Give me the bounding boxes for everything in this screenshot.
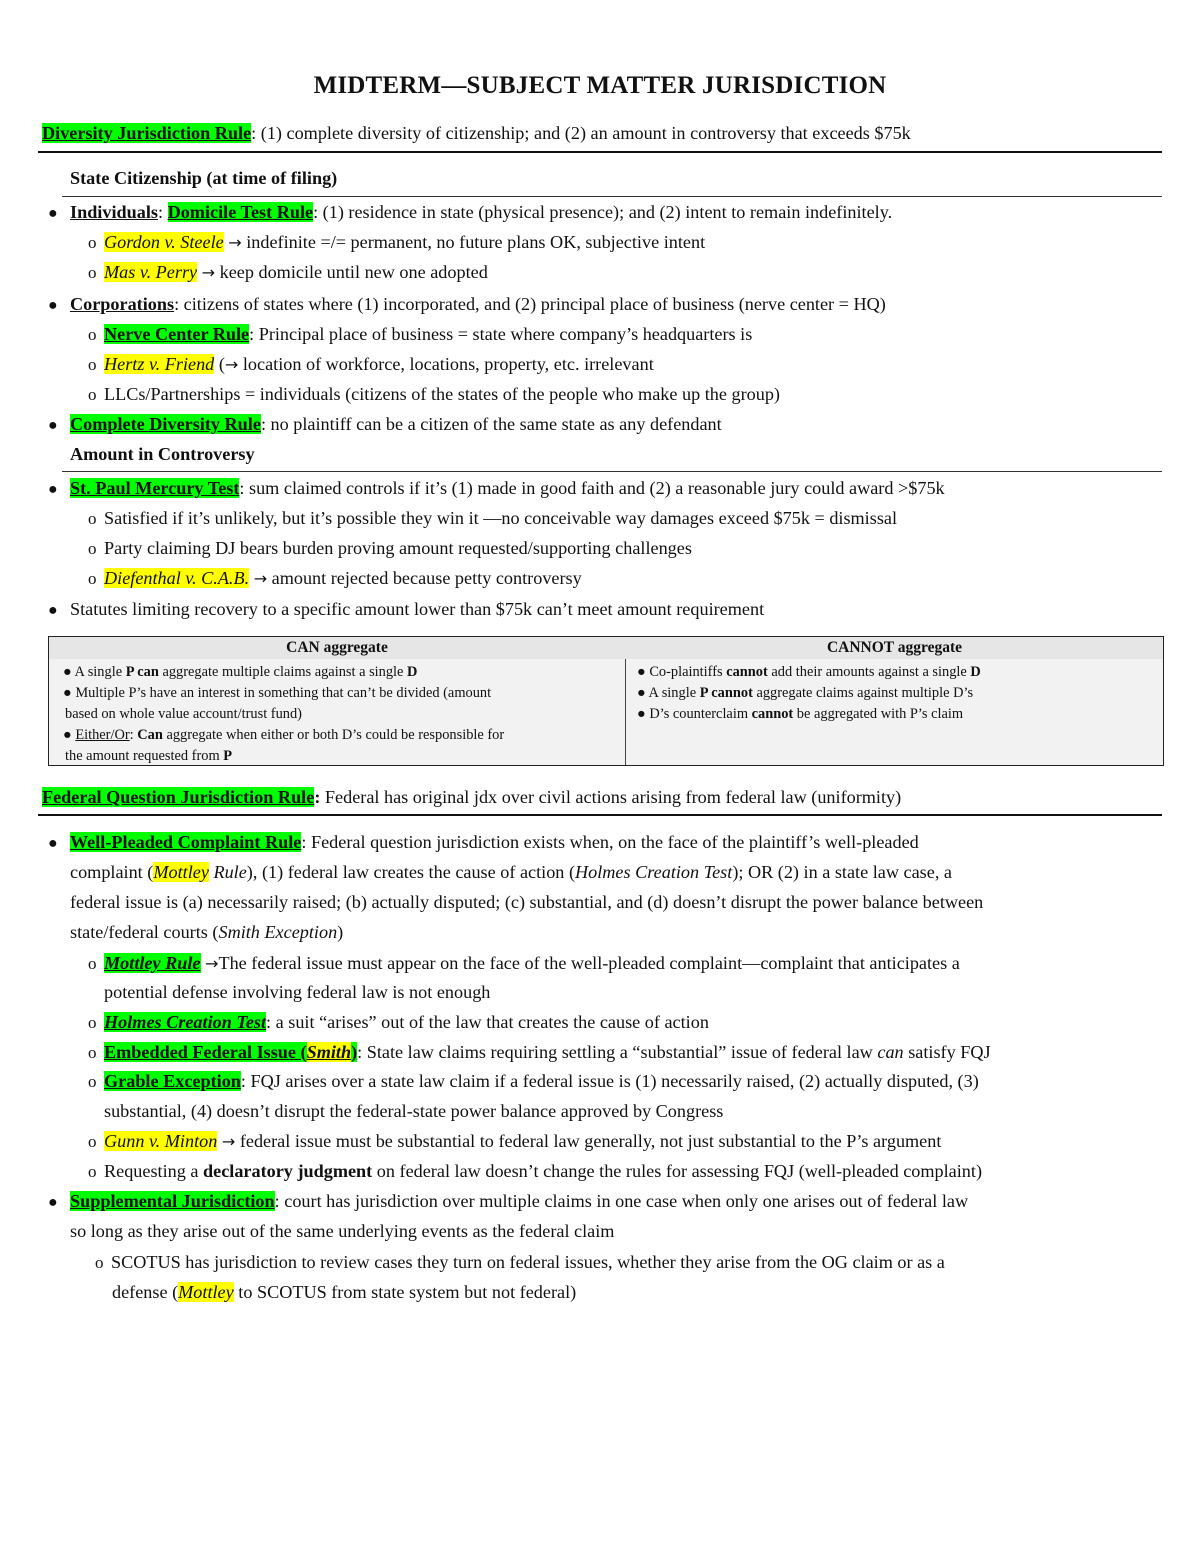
cell-text: aggregate claims against multiple D’s (752, 685, 974, 701)
cell-text: A single (648, 685, 700, 701)
scotus-text: SCOTUS has jurisdiction to review cases they turn on federal issues, whether they arise from the OG claim or as a (111, 1252, 945, 1272)
cell-text: add their amounts against a single (767, 664, 971, 680)
federal-question-line (42, 785, 901, 809)
section-divider (38, 151, 1162, 153)
gunn-case: Gunn v. Minton (104, 1131, 218, 1151)
scotus-line-2 (112, 1280, 576, 1304)
scotus-text: to SCOTUS from state system but not federal) (233, 1282, 577, 1302)
domicile-rule-text: : (1) residence in state (physical presence); and (2) intent to remain indefinitely. (313, 202, 893, 222)
bullet-icon: ● (48, 602, 58, 619)
sub-bullet-icon: o (88, 509, 97, 528)
bullet-icon: ● (637, 706, 646, 722)
bullet-icon: ● (48, 417, 58, 434)
aggregate-table-header (49, 637, 1163, 660)
bullet-icon: ● (63, 685, 72, 701)
cell-text: P can (125, 664, 159, 680)
diversity-rule-line (42, 121, 911, 145)
embedded-text: : State law claims requiring settling a “substantial” issue of federal law (357, 1042, 878, 1062)
satisfied-item (88, 506, 897, 531)
stpaul-text: : sum claimed controls if it’s (1) made in good faith and (2) a reasonable jury could award >$75k (239, 478, 945, 498)
mottley-text-2: potential defense involving federal law is not enough (104, 982, 491, 1002)
bullet-icon: ● (48, 297, 58, 314)
arrow-icon: → (253, 569, 268, 588)
list-item (637, 662, 981, 683)
mottley-item (88, 951, 960, 976)
declaratory-item (88, 1159, 982, 1184)
statutes-item (48, 597, 764, 623)
col-cannot-aggregate: CANNOT aggregate (826, 639, 963, 656)
sub-bullet-icon: o (88, 325, 97, 344)
diefenthal-text: amount rejected because petty controversy (267, 568, 582, 588)
llc-item (88, 382, 780, 407)
cell-text: Co-plaintiffs (649, 664, 727, 680)
arrow-icon: → (201, 263, 216, 282)
wpc-label: Well-Pleaded Complaint Rule (70, 832, 302, 852)
bullet-icon: ● (48, 481, 58, 498)
satisfied-text: Satisfied if it’s unlikely, but it’s possible they win it —no conceivable way damages exceed $75k = dismissal (104, 508, 898, 528)
hertz-text: location of workforce, locations, property, etc. irrelevant (238, 354, 654, 374)
list-item (637, 683, 981, 704)
wpc-line-4 (70, 920, 343, 944)
bullet-icon: ● (63, 664, 72, 680)
embedded-text: satisfy FQJ (903, 1042, 991, 1062)
amount-heading: Amount in Controversy (70, 444, 255, 464)
federal-question-colon: : (314, 787, 321, 807)
sub-bullet-icon: o (88, 355, 97, 374)
mas-item (88, 260, 488, 285)
list-item (637, 704, 981, 725)
wpc-item (48, 830, 919, 856)
declaratory-text: declaratory judgment (203, 1161, 373, 1181)
mottley-text: The federal issue must appear on the face of the well-pleaded complaint—complaint that anticipates a (218, 953, 960, 973)
supplemental-text: : court has jurisdiction over multiple claims in one case when only one arises out of federal law (274, 1191, 969, 1211)
supplemental-text-2: so long as they arise out of the same underlying events as the federal claim (70, 1221, 615, 1241)
subsection-divider (62, 471, 1162, 472)
wpc-text: ); OR (2) in a state law case, a (732, 862, 952, 882)
arrow-icon: → (224, 355, 239, 374)
corporations-item (48, 292, 886, 318)
aggregate-table (48, 636, 1164, 766)
nerve-center-text: : Principal place of business = state where company’s headquarters is (249, 324, 753, 344)
nerve-center-item (88, 322, 752, 347)
wpc-line-2 (70, 860, 952, 884)
hertz-item: o Hertz v. Friend (→ location of workforce, locations, property, etc. irrelevant (88, 352, 654, 377)
embedded-label: Embedded Federal Issue (104, 1042, 296, 1062)
arrow-icon: → (205, 954, 219, 973)
individuals-label: Individuals (70, 202, 158, 222)
diversity-rule-text: : (1) complete diversity of citizenship; and (2) an amount in controversy that exceeds $75k (251, 123, 911, 143)
can-aggregate-cell (63, 662, 504, 767)
grable-label: Grable Exception (104, 1071, 241, 1091)
mottley-case-ref: Mottley (178, 1282, 234, 1302)
gunn-text: federal issue must be substantial to federal law generally, not just substantial to the P’s argument (235, 1131, 942, 1151)
declaratory-text: Requesting a (104, 1161, 204, 1181)
wpc-text: ) (337, 922, 344, 942)
embedded-item (88, 1040, 991, 1065)
corporations-text: : citizens of states where (1) incorporated, and (2) principal place of business (nerve center = HQ) (174, 294, 886, 314)
cell-text: cannot (726, 664, 768, 680)
sub-bullet-icon: o (88, 1043, 97, 1062)
col-can-aggregate: CAN aggregate (286, 639, 388, 656)
bullet-icon: ● (48, 835, 58, 852)
scotus-item (95, 1250, 945, 1275)
hertz-case: Hertz v. Friend (104, 354, 215, 374)
holmes-label: Holmes Creation Test (104, 1012, 267, 1032)
diversity-rule-label: Diversity Jurisdiction Rule (42, 123, 252, 143)
gordon-item (88, 230, 705, 255)
federal-question-label: Federal Question Jurisdiction Rule (42, 787, 315, 807)
cell-text: Can (137, 727, 163, 743)
cell-text: : (129, 727, 138, 743)
llc-text: LLCs/Partnerships = individuals (citizens of the states of the people who make up the group) (104, 384, 780, 404)
statutes-text: Statutes limiting recovery to a specific amount lower than $75k can’t meet amount requirement (70, 599, 765, 619)
cell-text: D (970, 664, 981, 680)
grable-item (88, 1069, 979, 1094)
wpc-text: complaint ( (70, 862, 154, 882)
state-citizenship-heading: State Citizenship (at time of filing) (70, 168, 338, 188)
sub-bullet-icon: o (88, 233, 97, 252)
cell-text: D (407, 664, 418, 680)
cell-text: A single (74, 664, 126, 680)
burden-text: Party claiming DJ bears burden proving amount requested/supporting challenges (104, 538, 692, 558)
supplemental-label: Supplemental Jurisdiction (70, 1191, 275, 1211)
federal-question-text: Federal has original jdx over civil actions arising from federal law (uniformity) (320, 787, 902, 807)
list-item (63, 683, 504, 704)
cell-text: P cannot (699, 685, 753, 701)
complete-diversity-label: Complete Diversity Rule (70, 414, 261, 434)
cell-text: aggregate multiple claims against a single (158, 664, 408, 680)
arrow-icon: → (221, 1132, 236, 1151)
subsection-divider (62, 196, 1162, 197)
domicile-rule-label: Domicile Test Rule (167, 202, 314, 222)
cell-text: D’s counterclaim (649, 706, 752, 722)
complete-diversity-item (48, 412, 722, 438)
aggregate-table-body (49, 659, 1163, 765)
wpc-text: Rule (208, 862, 247, 882)
declaratory-text: on federal law doesn’t change the rules for assessing FQJ (well-pleaded complaint) (372, 1161, 983, 1181)
wpc-text-1: : Federal question jurisdiction exists when, on the face of the plaintiff’s well-pleaded (301, 832, 919, 852)
cell-text: based on whole value account/trust fund) (65, 706, 302, 722)
embedded-paren: ( (296, 1042, 307, 1062)
cell-text: cannot (751, 706, 794, 722)
nerve-center-label: Nerve Center Rule (104, 324, 250, 344)
smith-case-ref: Smith (306, 1042, 352, 1062)
supplemental-item (48, 1189, 968, 1215)
page-title: MIDTERM—SUBJECT MATTER JURISDICTION (313, 72, 887, 99)
wpc-text: ), (1) federal law creates the cause of action ( (246, 862, 575, 882)
burden-item (88, 536, 692, 561)
wpc-line-3: federal issue is (a) necessarily raised; (b) actually disputed; (c) substantial, and (d) doesn’t disrupt the power balance between (70, 892, 984, 912)
gunn-item (88, 1129, 941, 1154)
table-column-divider (625, 659, 626, 765)
stpaul-label: St. Paul Mercury Test (70, 478, 240, 498)
cannot-aggregate-cell (637, 662, 981, 725)
holmes-text: : a suit “arises” out of the law that creates the cause of action (266, 1012, 709, 1032)
cell-text: Either/Or (75, 727, 130, 743)
cell-text: P (223, 748, 233, 764)
arrow-icon: → (228, 233, 242, 252)
holmes-item (88, 1010, 709, 1035)
bullet-icon: ● (48, 1194, 58, 1211)
cell-text: aggregate when either or both D’s could be responsible for (162, 727, 505, 743)
bullet-icon: ● (637, 664, 646, 680)
bullet-icon: ● (637, 685, 646, 701)
mottley-label: Mottley Rule (104, 953, 201, 973)
sub-bullet-icon: o (88, 954, 97, 973)
list-item (65, 746, 504, 767)
sub-bullet-icon: o (88, 263, 97, 282)
mottley-case-ref: Mottley (153, 862, 209, 882)
cell-text: Multiple P’s have an interest in something that can’t be divided (amount (75, 685, 492, 701)
bullet-icon: ● (48, 205, 58, 222)
section-divider (38, 814, 1162, 816)
list-item (63, 662, 504, 683)
sub-bullet-icon: o (88, 1013, 97, 1032)
mas-text: keep domicile until new one adopted (215, 262, 488, 282)
wpc-text: state/federal courts ( (70, 922, 219, 942)
sub-bullet-icon: o (88, 1072, 97, 1091)
cell-text: be aggregated with P’s claim (793, 706, 964, 722)
gordon-text: indefinite =/= permanent, no future plans OK, subjective intent (241, 232, 706, 252)
sub-bullet-icon: o (88, 1132, 97, 1151)
sub-bullet-icon: o (88, 569, 97, 588)
diefenthal-case: Diefenthal v. C.A.B. (104, 568, 250, 588)
wpc-text: Smith Exception (218, 922, 338, 942)
grable-text-2: substantial, (4) doesn’t disrupt the federal-state power balance approved by Congress (104, 1101, 724, 1121)
grable-text: : FQJ arises over a state law claim if a federal issue is (1) necessarily raised, (2) actually disputed, (3) (240, 1071, 979, 1091)
gordon-case: Gordon v. Steele (104, 232, 224, 252)
sub-bullet-icon: o (88, 1162, 97, 1181)
cell-text: the amount requested from (65, 748, 224, 764)
sub-bullet-icon: o (95, 1253, 104, 1272)
embedded-text: can (877, 1042, 904, 1062)
diefenthal-item (88, 566, 582, 591)
embedded-paren: ) (351, 1042, 358, 1062)
sub-bullet-icon: o (88, 385, 97, 404)
individuals-item: ● Individuals: Domicile Test Rule: (1) residence in state (physical presence); and (2) intent to remain indefinitely. (48, 200, 892, 226)
corporations-label: Corporations (70, 294, 175, 314)
list-item (65, 704, 504, 725)
scotus-text: defense ( (112, 1282, 179, 1302)
bullet-icon: ● (63, 727, 72, 743)
mas-case: Mas v. Perry (104, 262, 198, 282)
complete-diversity-text: : no plaintiff can be a citizen of the same state as any defendant (260, 414, 722, 434)
wpc-text: Holmes Creation Test (575, 862, 733, 882)
list-item (63, 725, 504, 746)
sub-bullet-icon: o (88, 539, 97, 558)
stpaul-item (48, 476, 945, 502)
